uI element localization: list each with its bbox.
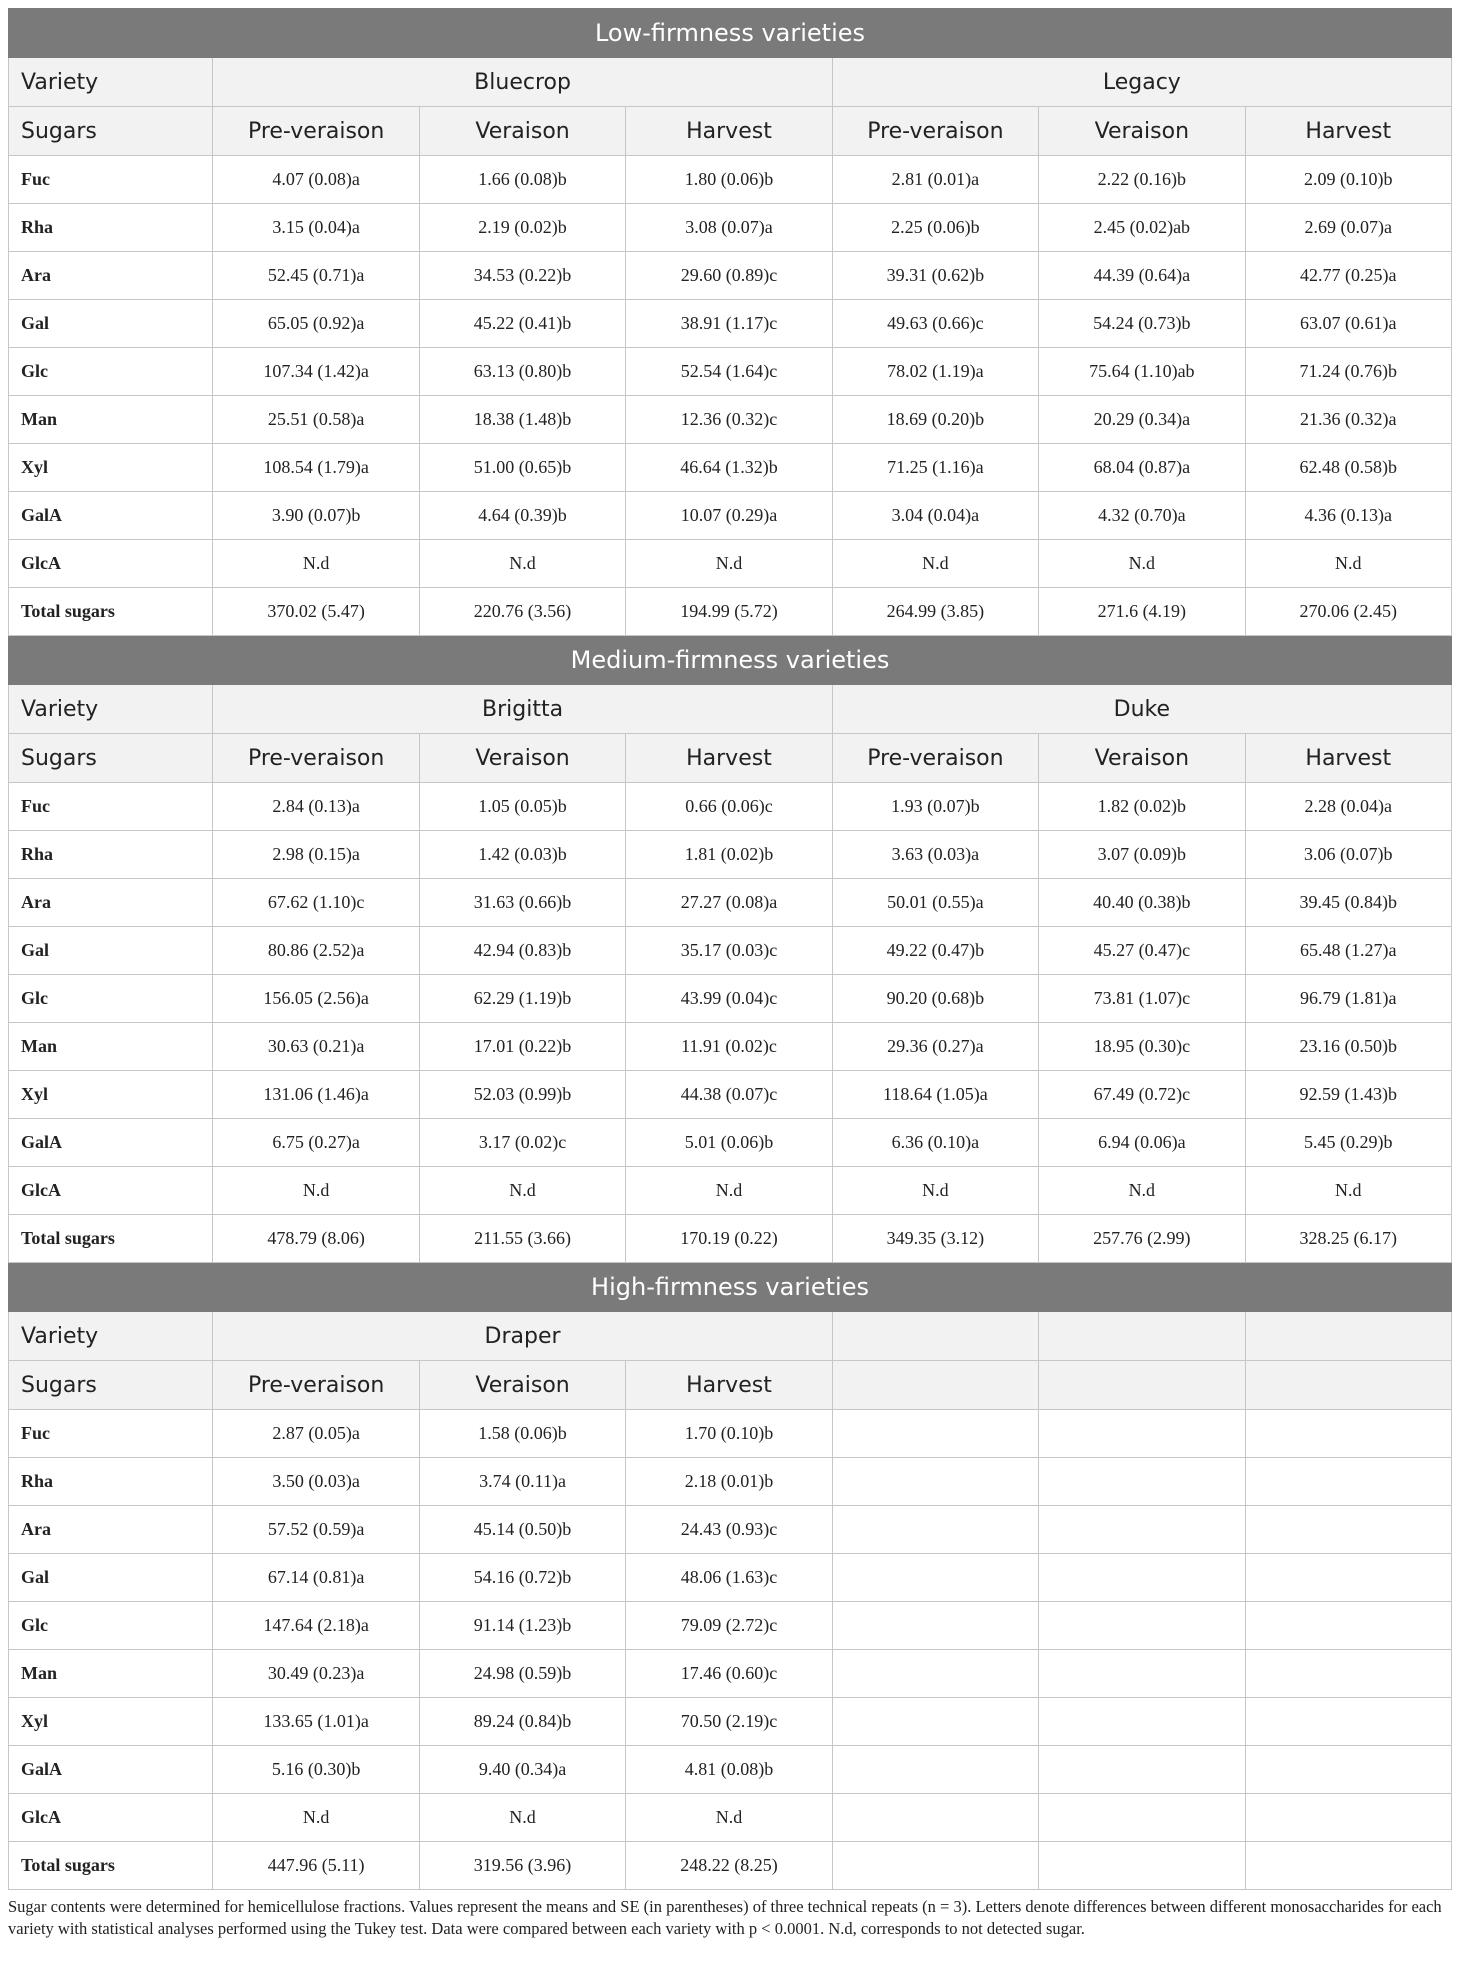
section-title: High-firmness varieties (9, 1263, 1452, 1312)
sugar-name: Glc (9, 975, 213, 1023)
empty-header-cell (832, 1361, 1038, 1410)
value-cell: 1.81 (0.02)b (626, 831, 832, 879)
value-cell: 147.64 (2.18)a (213, 1602, 419, 1650)
value-cell: 92.59 (1.43)b (1245, 1071, 1451, 1119)
value-cell: 24.43 (0.93)c (626, 1506, 832, 1554)
table-row (9, 1071, 1452, 1119)
empty-cell (832, 1842, 1038, 1890)
value-cell: 49.63 (0.66)c (832, 300, 1038, 348)
value-cell: 54.24 (0.73)b (1039, 300, 1245, 348)
empty-cell (1039, 1794, 1245, 1842)
value-cell: 48.06 (1.63)c (626, 1554, 832, 1602)
value-cell: 30.63 (0.21)a (213, 1023, 419, 1071)
variety-header-row (9, 685, 1452, 734)
table-row (9, 1650, 1452, 1698)
section-title: Low-firmness varieties (9, 9, 1452, 58)
sugar-name: Rha (9, 204, 213, 252)
value-cell: 2.22 (0.16)b (1039, 156, 1245, 204)
table-row (9, 1842, 1452, 1890)
empty-header-cell (1039, 1361, 1245, 1410)
table-row (9, 927, 1452, 975)
stage-label: Veraison (1039, 734, 1245, 783)
table-row (9, 204, 1452, 252)
value-cell: 2.25 (0.06)b (832, 204, 1038, 252)
value-cell: 131.06 (1.46)a (213, 1071, 419, 1119)
value-cell: 96.79 (1.81)a (1245, 975, 1451, 1023)
value-cell: 1.70 (0.10)b (626, 1410, 832, 1458)
value-cell: N.d (213, 1794, 419, 1842)
variety-label: Variety (9, 58, 213, 107)
table-row (9, 348, 1452, 396)
value-cell: 91.14 (1.23)b (419, 1602, 625, 1650)
table-footnote: Sugar contents were determined for hemicellulose fractions. Values represent the means and SE (in parentheses) of three technical repeats (n = 3). Letters denote differences between different monosaccharides for each variety with statistical analyses performed using the Tukey test. Data were compared between each variety with p < 0.0001. N.d, corresponds to not detected sugar. (8, 1897, 1442, 1938)
section-header-row (9, 1263, 1452, 1312)
empty-cell (832, 1794, 1038, 1842)
value-cell: 2.28 (0.04)a (1245, 783, 1451, 831)
value-cell: N.d (1245, 540, 1451, 588)
empty-cell (1039, 1746, 1245, 1794)
value-cell: 3.17 (0.02)c (419, 1119, 625, 1167)
value-cell: 30.49 (0.23)a (213, 1650, 419, 1698)
value-cell: 20.29 (0.34)a (1039, 396, 1245, 444)
table-row (9, 783, 1452, 831)
empty-cell (1039, 1650, 1245, 1698)
value-cell: 4.32 (0.70)a (1039, 492, 1245, 540)
sugar-name: Gal (9, 300, 213, 348)
value-cell: 3.08 (0.07)a (626, 204, 832, 252)
empty-cell (832, 1746, 1038, 1794)
empty-header-cell (1039, 1312, 1245, 1361)
empty-cell (1039, 1410, 1245, 1458)
value-cell: 3.50 (0.03)a (213, 1458, 419, 1506)
value-cell: N.d (626, 1794, 832, 1842)
value-cell: 156.05 (2.56)a (213, 975, 419, 1023)
value-cell: N.d (419, 1794, 625, 1842)
value-cell: N.d (1039, 1167, 1245, 1215)
value-cell: 2.69 (0.07)a (1245, 204, 1451, 252)
empty-cell (1245, 1458, 1451, 1506)
value-cell: 34.53 (0.22)b (419, 252, 625, 300)
empty-cell (1245, 1842, 1451, 1890)
sugar-name: Xyl (9, 444, 213, 492)
table-row (9, 1746, 1452, 1794)
value-cell: 0.66 (0.06)c (626, 783, 832, 831)
stage-header-row (9, 734, 1452, 783)
empty-cell (832, 1602, 1038, 1650)
value-cell: 71.25 (1.16)a (832, 444, 1038, 492)
value-cell: 63.13 (0.80)b (419, 348, 625, 396)
value-cell: 9.40 (0.34)a (419, 1746, 625, 1794)
value-cell: 23.16 (0.50)b (1245, 1023, 1451, 1071)
section-title: Medium-firmness varieties (9, 636, 1452, 685)
value-cell: 29.60 (0.89)c (626, 252, 832, 300)
value-cell: 370.02 (5.47) (213, 588, 419, 636)
table-row (9, 1167, 1452, 1215)
value-cell: 73.81 (1.07)c (1039, 975, 1245, 1023)
empty-cell (832, 1698, 1038, 1746)
value-cell: N.d (419, 540, 625, 588)
sugars-label: Sugars (9, 1361, 213, 1410)
value-cell: 220.76 (3.56) (419, 588, 625, 636)
value-cell: 80.86 (2.52)a (213, 927, 419, 975)
sugar-name: Xyl (9, 1071, 213, 1119)
value-cell: 5.01 (0.06)b (626, 1119, 832, 1167)
variety-name: Bluecrop (213, 58, 832, 107)
sugar-name: Glc (9, 348, 213, 396)
value-cell: 4.36 (0.13)a (1245, 492, 1451, 540)
value-cell: N.d (626, 1167, 832, 1215)
value-cell: 50.01 (0.55)a (832, 879, 1038, 927)
table-row (9, 444, 1452, 492)
value-cell: 52.54 (1.64)c (626, 348, 832, 396)
value-cell: 45.27 (0.47)c (1039, 927, 1245, 975)
sugar-name: Man (9, 396, 213, 444)
table-row (9, 1602, 1452, 1650)
value-cell: 17.01 (0.22)b (419, 1023, 625, 1071)
empty-cell (832, 1410, 1038, 1458)
value-cell: 3.63 (0.03)a (832, 831, 1038, 879)
sugars-label: Sugars (9, 734, 213, 783)
variety-name: Brigitta (213, 685, 832, 734)
value-cell: 18.38 (1.48)b (419, 396, 625, 444)
value-cell: 2.87 (0.05)a (213, 1410, 419, 1458)
value-cell: 4.81 (0.08)b (626, 1746, 832, 1794)
value-cell: 6.36 (0.10)a (832, 1119, 1038, 1167)
sugar-name: GlcA (9, 540, 213, 588)
value-cell: 3.15 (0.04)a (213, 204, 419, 252)
empty-header-cell (1245, 1312, 1451, 1361)
value-cell: 2.81 (0.01)a (832, 156, 1038, 204)
value-cell: 67.62 (1.10)c (213, 879, 419, 927)
value-cell: 49.22 (0.47)b (832, 927, 1038, 975)
value-cell: 5.45 (0.29)b (1245, 1119, 1451, 1167)
sugar-name: Ara (9, 1506, 213, 1554)
sugar-name: Gal (9, 927, 213, 975)
value-cell: 2.45 (0.02)ab (1039, 204, 1245, 252)
variety-label: Variety (9, 1312, 213, 1361)
variety-header-row (9, 1312, 1452, 1361)
value-cell: 1.80 (0.06)b (626, 156, 832, 204)
value-cell: 63.07 (0.61)a (1245, 300, 1451, 348)
value-cell: N.d (832, 540, 1038, 588)
value-cell: 62.48 (0.58)b (1245, 444, 1451, 492)
value-cell: 1.93 (0.07)b (832, 783, 1038, 831)
value-cell: 1.66 (0.08)b (419, 156, 625, 204)
table-row (9, 1698, 1452, 1746)
value-cell: 52.03 (0.99)b (419, 1071, 625, 1119)
value-cell: 31.63 (0.66)b (419, 879, 625, 927)
sugar-name: Ara (9, 252, 213, 300)
table-row (9, 831, 1452, 879)
value-cell: 90.20 (0.68)b (832, 975, 1038, 1023)
table-row (9, 879, 1452, 927)
value-cell: 44.38 (0.07)c (626, 1071, 832, 1119)
empty-cell (1245, 1506, 1451, 1554)
value-cell: 42.94 (0.83)b (419, 927, 625, 975)
value-cell: 6.94 (0.06)a (1039, 1119, 1245, 1167)
empty-cell (1039, 1506, 1245, 1554)
stage-header-row (9, 1361, 1452, 1410)
empty-cell (1245, 1410, 1451, 1458)
stage-label: Harvest (626, 1361, 832, 1410)
value-cell: 89.24 (0.84)b (419, 1698, 625, 1746)
sugars-label: Sugars (9, 107, 213, 156)
value-cell: 257.76 (2.99) (1039, 1215, 1245, 1263)
value-cell: 12.36 (0.32)c (626, 396, 832, 444)
value-cell: 65.05 (0.92)a (213, 300, 419, 348)
value-cell: 4.07 (0.08)a (213, 156, 419, 204)
value-cell: 67.49 (0.72)c (1039, 1071, 1245, 1119)
empty-header-cell (832, 1312, 1038, 1361)
variety-label: Variety (9, 685, 213, 734)
sugar-name: Total sugars (9, 1215, 213, 1263)
value-cell: 18.95 (0.30)c (1039, 1023, 1245, 1071)
value-cell: 40.40 (0.38)b (1039, 879, 1245, 927)
value-cell: 3.06 (0.07)b (1245, 831, 1451, 879)
value-cell: 478.79 (8.06) (213, 1215, 419, 1263)
empty-cell (1245, 1698, 1451, 1746)
stage-label: Veraison (419, 107, 625, 156)
variety-header-row (9, 58, 1452, 107)
empty-cell (1245, 1602, 1451, 1650)
empty-cell (1039, 1842, 1245, 1890)
variety-name: Draper (213, 1312, 832, 1361)
sugar-name: Gal (9, 1554, 213, 1602)
sugar-content-table (8, 8, 1452, 1890)
stage-header-row (9, 107, 1452, 156)
value-cell: N.d (832, 1167, 1038, 1215)
value-cell: 27.27 (0.08)a (626, 879, 832, 927)
table-row (9, 156, 1452, 204)
value-cell: 45.14 (0.50)b (419, 1506, 625, 1554)
value-cell: 1.58 (0.06)b (419, 1410, 625, 1458)
value-cell: 3.74 (0.11)a (419, 1458, 625, 1506)
value-cell: 3.04 (0.04)a (832, 492, 1038, 540)
stage-label: Pre-veraison (213, 734, 419, 783)
value-cell: 1.05 (0.05)b (419, 783, 625, 831)
value-cell: 54.16 (0.72)b (419, 1554, 625, 1602)
variety-name: Legacy (832, 58, 1451, 107)
value-cell: 52.45 (0.71)a (213, 252, 419, 300)
empty-cell (1039, 1554, 1245, 1602)
value-cell: N.d (1245, 1167, 1451, 1215)
table-row (9, 540, 1452, 588)
sugar-name: Rha (9, 1458, 213, 1506)
value-cell: 349.35 (3.12) (832, 1215, 1038, 1263)
sugar-name: GlcA (9, 1794, 213, 1842)
value-cell: 38.91 (1.17)c (626, 300, 832, 348)
value-cell: 35.17 (0.03)c (626, 927, 832, 975)
value-cell: 270.06 (2.45) (1245, 588, 1451, 636)
stage-label: Veraison (419, 1361, 625, 1410)
value-cell: 1.82 (0.02)b (1039, 783, 1245, 831)
value-cell: 170.19 (0.22) (626, 1215, 832, 1263)
stage-label: Veraison (419, 734, 625, 783)
table-row (9, 1215, 1452, 1263)
table-row (9, 252, 1452, 300)
empty-cell (1039, 1458, 1245, 1506)
sugar-name: GalA (9, 492, 213, 540)
value-cell: 264.99 (3.85) (832, 588, 1038, 636)
stage-label: Pre-veraison (832, 734, 1038, 783)
value-cell: 2.84 (0.13)a (213, 783, 419, 831)
value-cell: 2.18 (0.01)b (626, 1458, 832, 1506)
value-cell: 108.54 (1.79)a (213, 444, 419, 492)
table-row (9, 300, 1452, 348)
sugar-name: Man (9, 1023, 213, 1071)
table-row (9, 396, 1452, 444)
value-cell: 29.36 (0.27)a (832, 1023, 1038, 1071)
value-cell: 4.64 (0.39)b (419, 492, 625, 540)
table-row (9, 492, 1452, 540)
stage-label: Harvest (1245, 734, 1451, 783)
value-cell: 51.00 (0.65)b (419, 444, 625, 492)
sugar-name: Man (9, 1650, 213, 1698)
value-cell: 2.09 (0.10)b (1245, 156, 1451, 204)
value-cell: 65.48 (1.27)a (1245, 927, 1451, 975)
empty-cell (832, 1554, 1038, 1602)
section-header-row (9, 9, 1452, 58)
value-cell: 271.6 (4.19) (1039, 588, 1245, 636)
value-cell: 25.51 (0.58)a (213, 396, 419, 444)
value-cell: 75.64 (1.10)ab (1039, 348, 1245, 396)
value-cell: 3.90 (0.07)b (213, 492, 419, 540)
value-cell: 2.98 (0.15)a (213, 831, 419, 879)
value-cell: N.d (419, 1167, 625, 1215)
value-cell: 45.22 (0.41)b (419, 300, 625, 348)
empty-cell (1245, 1794, 1451, 1842)
variety-name: Duke (832, 685, 1451, 734)
value-cell: N.d (1039, 540, 1245, 588)
sugar-name: GlcA (9, 1167, 213, 1215)
sugar-name: Total sugars (9, 1842, 213, 1890)
sugar-name: Xyl (9, 1698, 213, 1746)
stage-label: Harvest (626, 107, 832, 156)
stage-label: Pre-veraison (832, 107, 1038, 156)
value-cell: 2.19 (0.02)b (419, 204, 625, 252)
value-cell: 43.99 (0.04)c (626, 975, 832, 1023)
table-row (9, 1410, 1452, 1458)
empty-cell (1245, 1554, 1451, 1602)
empty-cell (1245, 1650, 1451, 1698)
value-cell: 328.25 (6.17) (1245, 1215, 1451, 1263)
empty-header-cell (1245, 1361, 1451, 1410)
value-cell: 17.46 (0.60)c (626, 1650, 832, 1698)
value-cell: 67.14 (0.81)a (213, 1554, 419, 1602)
empty-cell (1039, 1698, 1245, 1746)
value-cell: 11.91 (0.02)c (626, 1023, 832, 1071)
value-cell: 1.42 (0.03)b (419, 831, 625, 879)
table-row (9, 1458, 1452, 1506)
table-row (9, 1023, 1452, 1071)
value-cell: 57.52 (0.59)a (213, 1506, 419, 1554)
sugar-name: Ara (9, 879, 213, 927)
value-cell: 44.39 (0.64)a (1039, 252, 1245, 300)
empty-cell (1039, 1602, 1245, 1650)
table-row (9, 1119, 1452, 1167)
value-cell: 447.96 (5.11) (213, 1842, 419, 1890)
value-cell: 5.16 (0.30)b (213, 1746, 419, 1794)
stage-label: Pre-veraison (213, 107, 419, 156)
stage-label: Pre-veraison (213, 1361, 419, 1410)
table-container (8, 8, 1452, 1890)
sugar-name: Total sugars (9, 588, 213, 636)
sugar-name: Glc (9, 1602, 213, 1650)
table-row (9, 588, 1452, 636)
value-cell: 39.45 (0.84)b (1245, 879, 1451, 927)
sugar-name: GalA (9, 1119, 213, 1167)
value-cell: 211.55 (3.66) (419, 1215, 625, 1263)
value-cell: 79.09 (2.72)c (626, 1602, 832, 1650)
sugar-name: Fuc (9, 1410, 213, 1458)
table-row (9, 1506, 1452, 1554)
empty-cell (1245, 1746, 1451, 1794)
value-cell: 18.69 (0.20)b (832, 396, 1038, 444)
value-cell: 24.98 (0.59)b (419, 1650, 625, 1698)
value-cell: 71.24 (0.76)b (1245, 348, 1451, 396)
value-cell: 6.75 (0.27)a (213, 1119, 419, 1167)
value-cell: 248.22 (8.25) (626, 1842, 832, 1890)
value-cell: 39.31 (0.62)b (832, 252, 1038, 300)
stage-label: Harvest (1245, 107, 1451, 156)
value-cell: 133.65 (1.01)a (213, 1698, 419, 1746)
sugar-name: Rha (9, 831, 213, 879)
sugar-name: Fuc (9, 783, 213, 831)
empty-cell (832, 1506, 1038, 1554)
sugar-name: GalA (9, 1746, 213, 1794)
value-cell: 78.02 (1.19)a (832, 348, 1038, 396)
value-cell: N.d (626, 540, 832, 588)
value-cell: 62.29 (1.19)b (419, 975, 625, 1023)
empty-cell (832, 1650, 1038, 1698)
value-cell: 194.99 (5.72) (626, 588, 832, 636)
value-cell: 70.50 (2.19)c (626, 1698, 832, 1746)
value-cell: 10.07 (0.29)a (626, 492, 832, 540)
value-cell: 46.64 (1.32)b (626, 444, 832, 492)
table-row (9, 1794, 1452, 1842)
section-header-row (9, 636, 1452, 685)
value-cell: 68.04 (0.87)a (1039, 444, 1245, 492)
value-cell: N.d (213, 540, 419, 588)
table-row (9, 975, 1452, 1023)
sugar-name: Fuc (9, 156, 213, 204)
value-cell: 42.77 (0.25)a (1245, 252, 1451, 300)
value-cell: 3.07 (0.09)b (1039, 831, 1245, 879)
value-cell: 21.36 (0.32)a (1245, 396, 1451, 444)
value-cell: 118.64 (1.05)a (832, 1071, 1038, 1119)
stage-label: Harvest (626, 734, 832, 783)
value-cell: 319.56 (3.96) (419, 1842, 625, 1890)
value-cell: 107.34 (1.42)a (213, 348, 419, 396)
empty-cell (832, 1458, 1038, 1506)
value-cell: N.d (213, 1167, 419, 1215)
stage-label: Veraison (1039, 107, 1245, 156)
table-row (9, 1554, 1452, 1602)
